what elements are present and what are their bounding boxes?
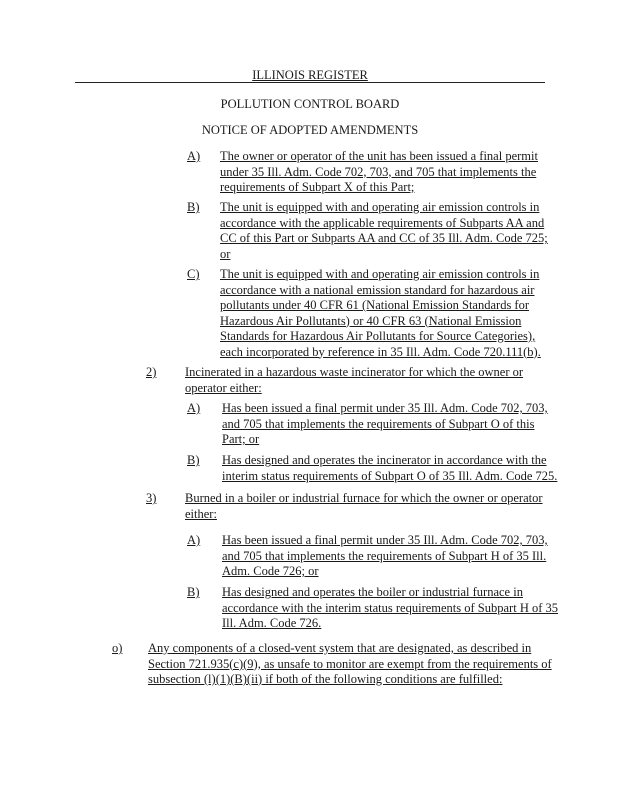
- item-text: [222, 533, 548, 580]
- item-label: A): [187, 401, 201, 415]
- text-line: pollutants under 40 CFR 61 (National Emission Standards for: [220, 298, 530, 312]
- text-line: and 705 that implements the requirements of Subpart O of this: [222, 416, 535, 431]
- header-rule: [75, 82, 545, 83]
- text-line: and 705 that implements the requirements of Subpart H of 35 Ill.: [222, 548, 547, 563]
- text-line: Part; or: [222, 432, 260, 446]
- register-title: ILLINOIS REGISTER: [252, 68, 368, 82]
- item-label: A): [187, 149, 201, 163]
- text-line: The unit is equipped with and operating air emission controls in: [220, 200, 540, 214]
- text-line: or: [220, 246, 231, 261]
- text-line: Ill. Adm. Code 726.: [222, 616, 322, 630]
- item-text: [222, 401, 548, 448]
- item-label: B): [187, 200, 200, 214]
- item-label: B): [187, 453, 200, 467]
- text-line: The unit is equipped with and operating air emission controls in: [220, 267, 540, 281]
- text-line: Has designed and operates the boiler or industrial furnace in: [222, 585, 523, 599]
- text-line: Hazardous Air Pollutants) or 40 CFR 63 (National Emission: [220, 313, 522, 328]
- text-line: accordance with a national emission standard for hazardous air: [220, 282, 535, 297]
- text-line: each incorporated by reference in 35 Ill. Adm. Code 720.111(b).: [220, 344, 541, 359]
- item-label: 2): [146, 365, 157, 379]
- text-line: accordance with the interim status requirements of Subpart H of 35: [222, 600, 559, 615]
- item-label: B): [187, 585, 200, 599]
- item-text: [220, 149, 538, 196]
- text-line: operator either:: [185, 380, 262, 395]
- text-line: Adm. Code 726; or: [222, 564, 319, 578]
- text-line: Section 721.935(c)(9), as unsafe to monitor are exempt from the requirements of: [148, 656, 552, 671]
- item-text: [222, 585, 558, 632]
- item-label: 3): [146, 491, 157, 505]
- text-line: Standards for Hazardous Air Pollutants for Source Categories),: [220, 329, 536, 343]
- item-text: [222, 453, 557, 484]
- text-line: Has been issued a final permit under 35 Ill. Adm. Code 702, 703,: [222, 401, 548, 415]
- text-line: Any components of a closed-vent system that are designated, as described in: [148, 641, 532, 655]
- item-text: [148, 641, 552, 688]
- item-text: [185, 491, 543, 522]
- item-label: C): [187, 267, 200, 281]
- item-text: [185, 365, 523, 396]
- item-text: [220, 200, 548, 262]
- text-line: accordance with the applicable requirements of Subparts AA and: [220, 215, 545, 230]
- text-line: interim status requirements of Subpart O of 35 Ill. Adm. Code 725.: [222, 468, 558, 483]
- notice-title: NOTICE OF ADOPTED AMENDMENTS: [201, 123, 419, 137]
- text-line: either:: [185, 506, 217, 521]
- item-label: o): [112, 641, 123, 655]
- text-line: CC of this Part or Subparts AA and CC of 35 Ill. Adm. Code 725;: [220, 231, 548, 245]
- text-line: Burned in a boiler or industrial furnace for which the owner or operator: [185, 491, 543, 505]
- text-line: Has designed and operates the incinerator in accordance with the: [222, 453, 547, 467]
- text-line: under 35 Ill. Adm. Code 702, 703, and 705 that implements the: [220, 164, 537, 179]
- text-line: requirements of Subpart X of this Part;: [220, 180, 415, 194]
- item-label: A): [187, 533, 201, 547]
- board-title: POLLUTION CONTROL BOARD: [220, 97, 400, 111]
- text-line: subsection (l)(1)(B)(ii) if both of the following conditions are fulfilled:: [148, 672, 503, 686]
- text-line: Has been issued a final permit under 35 Ill. Adm. Code 702, 703,: [222, 533, 548, 547]
- text-line: Incinerated in a hazardous waste incinerator for which the owner or: [185, 365, 524, 379]
- text-line: The owner or operator of the unit has been issued a final permit: [220, 149, 538, 163]
- item-text: [220, 267, 541, 360]
